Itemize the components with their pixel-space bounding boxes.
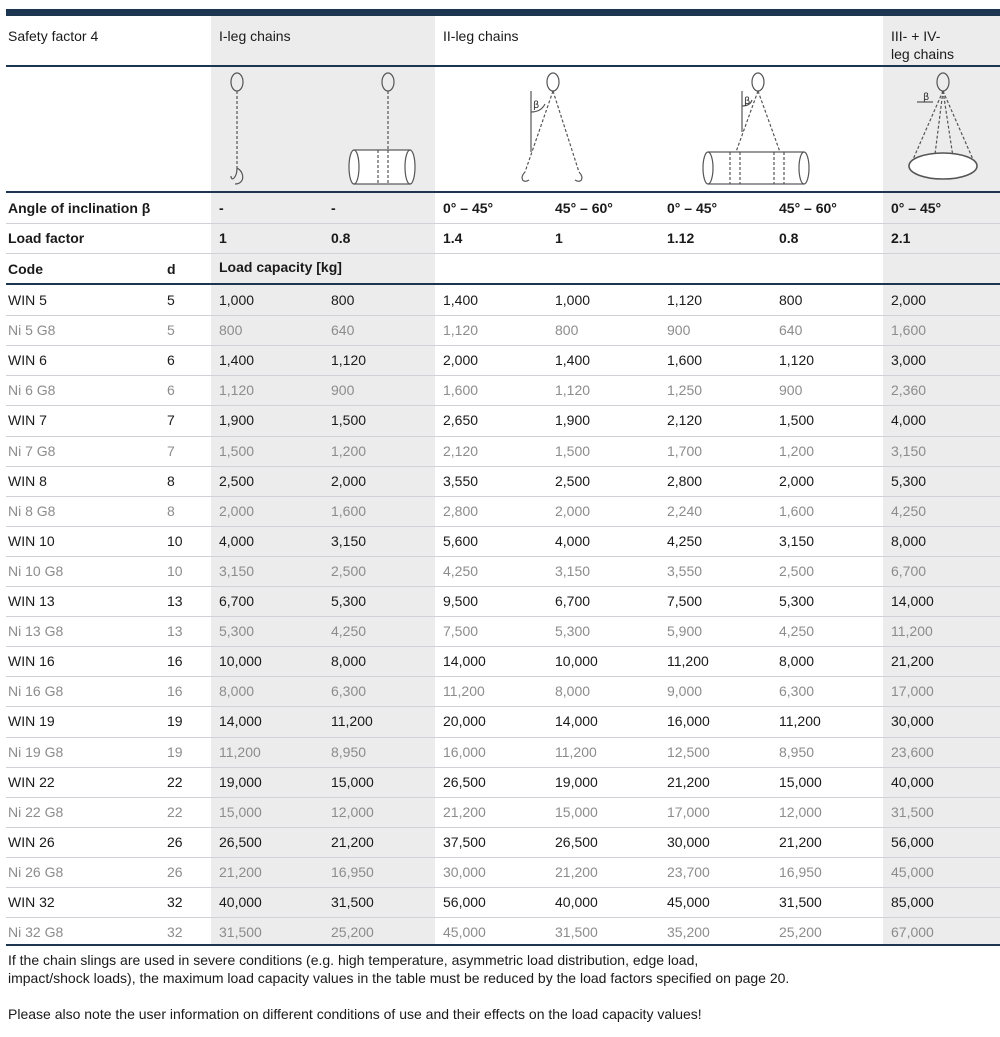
row-capacity-value: 31,500 xyxy=(779,894,822,910)
angle-value: - xyxy=(219,200,224,216)
row-divider xyxy=(6,767,1000,768)
iii-iv-leg-chains-header-line2: leg chains xyxy=(891,46,955,62)
row-divider xyxy=(6,526,1000,527)
row-capacity-value: 45,000 xyxy=(443,924,486,940)
safety-factor-label: Safety factor 4 xyxy=(8,28,99,44)
row-capacity-value: 5,300 xyxy=(891,473,927,489)
row-code: WIN 13 xyxy=(8,593,55,609)
row-capacity-value: 17,000 xyxy=(891,683,934,699)
row-capacity-value: 1,600 xyxy=(443,382,479,398)
table-bottom-rule xyxy=(6,944,1000,946)
row-capacity-value: 4,000 xyxy=(555,533,591,549)
row-code: Ni 6 G8 xyxy=(8,382,56,398)
row-divider xyxy=(6,857,1000,858)
row-capacity-value: 640 xyxy=(331,322,355,338)
row-capacity-value: 3,150 xyxy=(219,563,255,579)
row-capacity-value: 21,200 xyxy=(779,834,822,850)
row-code: WIN 26 xyxy=(8,834,55,850)
row-capacity-value: 19,000 xyxy=(219,774,262,790)
row-capacity-value: 3,150 xyxy=(779,533,815,549)
row-capacity-value: 19,000 xyxy=(555,774,598,790)
row-capacity-value: 23,700 xyxy=(667,864,710,880)
load-factor-value: 0.8 xyxy=(331,230,351,246)
row-capacity-value: 1,120 xyxy=(779,352,815,368)
angle-value: 0° – 45° xyxy=(667,200,718,216)
row-diameter: 5 xyxy=(167,292,175,308)
row-capacity-value: 15,000 xyxy=(331,774,374,790)
row-capacity-value: 67,000 xyxy=(891,924,934,940)
iii-iv-leg-chains-header-line1: III- + IV- xyxy=(891,28,941,44)
row-diameter: 10 xyxy=(167,533,183,549)
row-diameter: 10 xyxy=(167,563,183,579)
row-capacity-value: 1,500 xyxy=(779,412,815,428)
row-capacity-value: 5,900 xyxy=(667,623,703,639)
row-capacity-value: 4,250 xyxy=(443,563,479,579)
row-capacity-value: 11,200 xyxy=(443,683,485,699)
row-capacity-value: 15,000 xyxy=(219,804,262,820)
row-capacity-value: 1,500 xyxy=(555,443,591,459)
row-capacity-value: 8,000 xyxy=(219,683,255,699)
row-capacity-value: 900 xyxy=(667,322,691,338)
row-capacity-value: 2,800 xyxy=(443,503,479,519)
row-capacity-value: 800 xyxy=(779,292,803,308)
row-capacity-value: 12,000 xyxy=(779,804,822,820)
row-capacity-value: 900 xyxy=(779,382,803,398)
row-capacity-value: 45,000 xyxy=(667,894,710,910)
row-capacity-value: 5,300 xyxy=(219,623,255,639)
row-capacity-value: 31,500 xyxy=(891,804,934,820)
row-code: Ni 19 G8 xyxy=(8,744,64,760)
row-diameter: 22 xyxy=(167,804,183,820)
row-code: Ni 7 G8 xyxy=(8,443,56,459)
row-diameter: 13 xyxy=(167,623,183,639)
row-capacity-value: 17,000 xyxy=(667,804,710,820)
user-information-note: Please also note the user information on different conditions of use and their effects on the load capacity values! xyxy=(8,1006,702,1022)
row-divider xyxy=(6,345,1000,346)
row-diameter: 8 xyxy=(167,503,175,519)
row-capacity-value: 1,000 xyxy=(555,292,591,308)
code-column-header: Code xyxy=(8,261,43,277)
row-capacity-value: 30,000 xyxy=(443,864,486,880)
row-capacity-value: 15,000 xyxy=(555,804,598,820)
row-code: WIN 16 xyxy=(8,653,55,669)
row-capacity-value: 6,700 xyxy=(891,563,927,579)
row-capacity-value: 8,000 xyxy=(555,683,591,699)
row-capacity-value: 4,250 xyxy=(331,623,367,639)
row-capacity-value: 31,500 xyxy=(555,924,598,940)
row-capacity-value: 56,000 xyxy=(443,894,486,910)
row-diameter: 16 xyxy=(167,683,183,699)
row-capacity-value: 1,900 xyxy=(555,412,591,428)
row-capacity-value: 26,500 xyxy=(443,774,486,790)
row-capacity-value: 14,000 xyxy=(891,593,934,609)
row-code: Ni 16 G8 xyxy=(8,683,64,699)
row-divider xyxy=(6,556,1000,557)
row-capacity-value: 3,150 xyxy=(891,443,927,459)
diameter-column-header: d xyxy=(167,261,176,277)
row-capacity-value: 800 xyxy=(219,322,243,338)
load-factor-rule xyxy=(6,253,1000,254)
row-capacity-value: 2,500 xyxy=(779,563,815,579)
row-divider xyxy=(6,917,1000,918)
row-diameter: 26 xyxy=(167,864,183,880)
row-capacity-value: 16,950 xyxy=(779,864,822,880)
row-code: Ni 32 G8 xyxy=(8,924,64,940)
row-capacity-value: 8,000 xyxy=(891,533,927,549)
row-capacity-value: 5,600 xyxy=(443,533,479,549)
row-code: WIN 5 xyxy=(8,292,47,308)
row-capacity-value: 21,200 xyxy=(555,864,598,880)
row-diameter: 19 xyxy=(167,713,183,729)
row-capacity-value: 1,600 xyxy=(667,352,703,368)
row-capacity-value: 6,300 xyxy=(331,683,367,699)
row-code: WIN 8 xyxy=(8,473,47,489)
row-capacity-value: 11,200 xyxy=(891,623,933,639)
row-capacity-value: 26,500 xyxy=(555,834,598,850)
angle-value: 45° – 60° xyxy=(779,200,837,216)
row-capacity-value: 37,500 xyxy=(443,834,486,850)
row-capacity-value: 12,500 xyxy=(667,744,710,760)
row-capacity-value: 8,000 xyxy=(779,653,815,669)
row-capacity-value: 4,000 xyxy=(219,533,255,549)
row-capacity-value: 23,600 xyxy=(891,744,934,760)
row-code: WIN 7 xyxy=(8,412,47,428)
row-capacity-value: 5,300 xyxy=(555,623,591,639)
row-diameter: 22 xyxy=(167,774,183,790)
row-capacity-value: 2,000 xyxy=(555,503,591,519)
row-divider xyxy=(6,646,1000,647)
row-divider xyxy=(6,737,1000,738)
row-capacity-value: 1,900 xyxy=(219,412,255,428)
row-capacity-value: 800 xyxy=(555,322,579,338)
row-capacity-value: 2,650 xyxy=(443,412,479,428)
row-capacity-value: 11,200 xyxy=(219,744,261,760)
row-capacity-value: 26,500 xyxy=(219,834,262,850)
row-divider xyxy=(6,887,1000,888)
row-capacity-value: 5,300 xyxy=(331,593,367,609)
row-divider xyxy=(6,797,1000,798)
row-capacity-value: 56,000 xyxy=(891,834,934,850)
row-capacity-value: 4,250 xyxy=(667,533,703,549)
row-capacity-value: 6,700 xyxy=(555,593,591,609)
row-diameter: 32 xyxy=(167,924,183,940)
illustration-rule xyxy=(6,191,1000,193)
row-capacity-value: 10,000 xyxy=(219,653,262,669)
row-capacity-value: 2,000 xyxy=(443,352,479,368)
row-capacity-value: 1,400 xyxy=(443,292,479,308)
two-leg-hooks-icon xyxy=(515,72,591,190)
row-capacity-value: 8,950 xyxy=(779,744,815,760)
row-divider xyxy=(6,586,1000,587)
row-code: Ni 8 G8 xyxy=(8,503,56,519)
row-divider xyxy=(6,436,1000,437)
row-capacity-value: 31,500 xyxy=(219,924,262,940)
row-capacity-value: 21,200 xyxy=(891,653,934,669)
row-capacity-value: 11,200 xyxy=(779,713,821,729)
row-divider xyxy=(6,676,1000,677)
row-capacity-value: 20,000 xyxy=(443,713,486,729)
row-divider xyxy=(6,405,1000,406)
row-capacity-value: 9,500 xyxy=(443,593,479,609)
row-capacity-value: 1,120 xyxy=(219,382,255,398)
row-capacity-value: 2,000 xyxy=(331,473,367,489)
row-divider xyxy=(6,616,1000,617)
row-diameter: 8 xyxy=(167,473,175,489)
load-factor-value: 1.4 xyxy=(443,230,463,246)
row-code: WIN 10 xyxy=(8,533,55,549)
row-capacity-value: 45,000 xyxy=(891,864,934,880)
row-capacity-value: 2,360 xyxy=(891,382,927,398)
row-diameter: 32 xyxy=(167,894,183,910)
row-capacity-value: 3,550 xyxy=(443,473,479,489)
row-diameter: 16 xyxy=(167,653,183,669)
row-code: WIN 6 xyxy=(8,352,47,368)
top-accent-bar xyxy=(6,9,1000,16)
row-capacity-value: 1,500 xyxy=(219,443,255,459)
row-capacity-value: 21,200 xyxy=(331,834,374,850)
row-capacity-value: 40,000 xyxy=(219,894,262,910)
row-capacity-value: 2,000 xyxy=(779,473,815,489)
row-capacity-value: 2,500 xyxy=(331,563,367,579)
row-capacity-value: 2,120 xyxy=(443,443,479,459)
row-capacity-value: 6,700 xyxy=(219,593,255,609)
angle-rule xyxy=(6,223,1000,224)
row-capacity-value: 1,600 xyxy=(779,503,815,519)
row-code: Ni 10 G8 xyxy=(8,563,64,579)
row-capacity-value: 1,250 xyxy=(667,382,703,398)
row-capacity-value: 800 xyxy=(331,292,355,308)
svg-text:β: β xyxy=(533,100,540,111)
svg-text:β: β xyxy=(744,96,751,107)
load-factor-value: 1.12 xyxy=(667,230,695,246)
single-leg-hook-icon xyxy=(225,72,249,190)
row-capacity-value: 2,500 xyxy=(555,473,591,489)
row-capacity-value: 3,150 xyxy=(555,563,591,579)
row-divider xyxy=(6,375,1000,376)
row-divider xyxy=(6,315,1000,316)
row-code: Ni 26 G8 xyxy=(8,864,64,880)
row-divider xyxy=(6,706,1000,707)
row-capacity-value: 2,500 xyxy=(219,473,255,489)
row-capacity-value: 3,000 xyxy=(891,352,927,368)
row-capacity-value: 21,200 xyxy=(667,774,710,790)
load-factor-label: Load factor xyxy=(8,230,85,246)
row-capacity-value: 35,200 xyxy=(667,924,710,940)
row-capacity-value: 900 xyxy=(331,382,355,398)
row-capacity-value: 1,200 xyxy=(331,443,367,459)
i-leg-chains-header: I-leg chains xyxy=(219,28,291,44)
row-capacity-value: 9,000 xyxy=(667,683,703,699)
angle-value: 0° – 45° xyxy=(891,200,942,216)
row-capacity-value: 2,240 xyxy=(667,503,703,519)
two-leg-choke-icon xyxy=(700,72,815,190)
row-capacity-value: 2,800 xyxy=(667,473,703,489)
load-capacity-header: Load capacity [kg] xyxy=(219,259,342,275)
row-capacity-value: 1,200 xyxy=(779,443,815,459)
row-diameter: 6 xyxy=(167,382,175,398)
row-capacity-value: 12,000 xyxy=(331,804,374,820)
row-capacity-value: 14,000 xyxy=(219,713,262,729)
angle-value: 0° – 45° xyxy=(443,200,494,216)
row-divider xyxy=(6,496,1000,497)
row-capacity-value: 1,120 xyxy=(555,382,591,398)
row-capacity-value: 85,000 xyxy=(891,894,934,910)
row-diameter: 19 xyxy=(167,744,183,760)
angle-value: 45° – 60° xyxy=(555,200,613,216)
row-capacity-value: 40,000 xyxy=(555,894,598,910)
row-capacity-value: 14,000 xyxy=(443,653,486,669)
column-header-rule xyxy=(6,283,1000,285)
row-capacity-value: 2,120 xyxy=(667,412,703,428)
row-capacity-value: 30,000 xyxy=(891,713,934,729)
row-capacity-value: 1,400 xyxy=(219,352,255,368)
row-capacity-value: 4,250 xyxy=(779,623,815,639)
row-capacity-value: 6,300 xyxy=(779,683,815,699)
load-factor-value: 2.1 xyxy=(891,230,911,246)
severe-conditions-note-line1: If the chain slings are used in severe conditions (e.g. high temperature, asymmetric load distribution, edge load, xyxy=(8,952,699,968)
row-capacity-value: 16,000 xyxy=(667,713,710,729)
row-capacity-value: 21,200 xyxy=(443,804,486,820)
row-capacity-value: 30,000 xyxy=(667,834,710,850)
load-factor-value: 1 xyxy=(555,230,563,246)
row-capacity-value: 1,400 xyxy=(555,352,591,368)
row-capacity-value: 11,200 xyxy=(555,744,597,760)
row-capacity-value: 1,120 xyxy=(331,352,367,368)
row-capacity-value: 25,200 xyxy=(331,924,374,940)
row-diameter: 7 xyxy=(167,443,175,459)
row-capacity-value: 1,000 xyxy=(219,292,255,308)
row-capacity-value: 3,150 xyxy=(331,533,367,549)
multi-leg-basket-icon xyxy=(903,72,983,190)
row-capacity-value: 7,500 xyxy=(667,593,703,609)
row-divider xyxy=(6,466,1000,467)
row-capacity-value: 1,600 xyxy=(891,322,927,338)
row-divider xyxy=(6,827,1000,828)
load-factor-value: 1 xyxy=(219,230,227,246)
row-capacity-value: 10,000 xyxy=(555,653,598,669)
row-capacity-value: 11,200 xyxy=(331,713,373,729)
row-capacity-value: 2,000 xyxy=(891,292,927,308)
row-code: WIN 19 xyxy=(8,713,55,729)
svg-text:β: β xyxy=(923,92,930,103)
row-diameter: 13 xyxy=(167,593,183,609)
row-diameter: 5 xyxy=(167,322,175,338)
row-capacity-value: 1,120 xyxy=(443,322,479,338)
row-capacity-value: 4,000 xyxy=(891,412,927,428)
row-code: WIN 22 xyxy=(8,774,55,790)
load-factor-value: 0.8 xyxy=(779,230,799,246)
row-capacity-value: 25,200 xyxy=(779,924,822,940)
row-capacity-value: 7,500 xyxy=(443,623,479,639)
row-capacity-value: 15,000 xyxy=(779,774,822,790)
row-capacity-value: 8,950 xyxy=(331,744,367,760)
row-capacity-value: 21,200 xyxy=(219,864,262,880)
row-capacity-value: 16,950 xyxy=(331,864,374,880)
row-code: Ni 5 G8 xyxy=(8,322,56,338)
ii-leg-chains-header: II-leg chains xyxy=(443,28,519,44)
angle-value: - xyxy=(331,200,336,216)
row-capacity-value: 1,600 xyxy=(331,503,367,519)
row-capacity-value: 4,250 xyxy=(891,503,927,519)
row-code: Ni 22 G8 xyxy=(8,804,64,820)
row-capacity-value: 640 xyxy=(779,322,803,338)
row-capacity-value: 11,200 xyxy=(667,653,709,669)
row-capacity-value: 2,000 xyxy=(219,503,255,519)
row-capacity-value: 16,000 xyxy=(443,744,486,760)
row-capacity-value: 3,550 xyxy=(667,563,703,579)
row-capacity-value: 8,000 xyxy=(331,653,367,669)
row-capacity-value: 1,700 xyxy=(667,443,703,459)
row-capacity-value: 14,000 xyxy=(555,713,598,729)
single-leg-choke-icon xyxy=(350,72,420,190)
row-capacity-value: 1,120 xyxy=(667,292,703,308)
row-code: Ni 13 G8 xyxy=(8,623,64,639)
row-capacity-value: 1,500 xyxy=(331,412,367,428)
row-capacity-value: 40,000 xyxy=(891,774,934,790)
severe-conditions-note-line2: impact/shock loads), the maximum load capacity values in the table must be reduced by the load factors specified on page 20. xyxy=(8,970,790,986)
row-diameter: 7 xyxy=(167,412,175,428)
row-code: WIN 32 xyxy=(8,894,55,910)
header-rule xyxy=(6,65,1000,67)
row-diameter: 6 xyxy=(167,352,175,368)
row-diameter: 26 xyxy=(167,834,183,850)
row-capacity-value: 5,300 xyxy=(779,593,815,609)
row-capacity-value: 31,500 xyxy=(331,894,374,910)
angle-label: Angle of inclination β xyxy=(8,200,151,216)
